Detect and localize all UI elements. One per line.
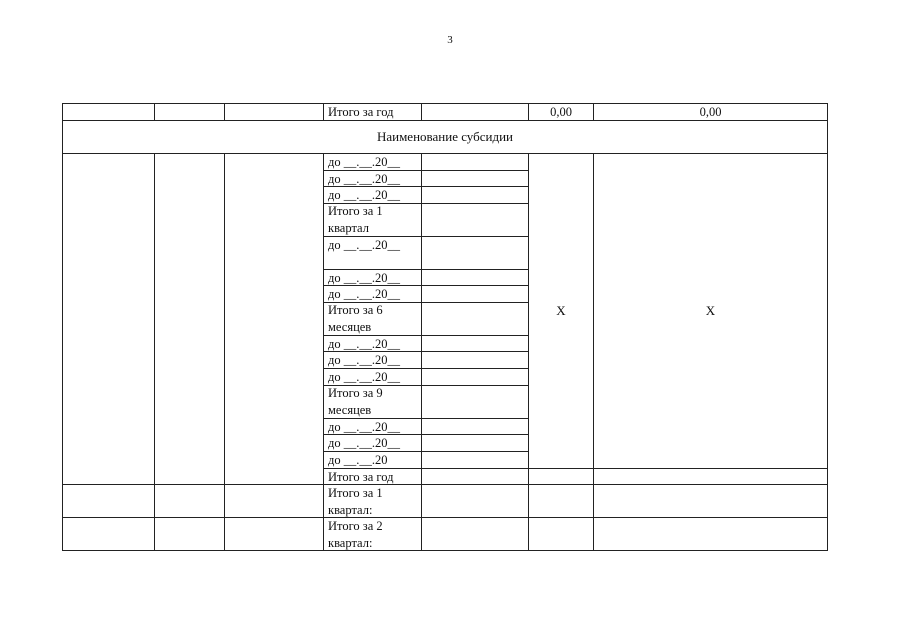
period-label: до __.__.20__ [328, 436, 400, 450]
top-total-value-2: 0,00 [699, 105, 722, 119]
mark-x: X [705, 303, 716, 318]
period-label: до __.__.20__ [328, 337, 400, 351]
period-label: до __.__.20__ [328, 172, 400, 186]
grid-line [62, 153, 63, 550]
grid-line [421, 103, 422, 120]
grid-line [62, 153, 828, 154]
period-label: до __.__.20__ [328, 155, 400, 169]
page-number: 3 [447, 34, 453, 46]
period-label: до __.__.20__ [328, 420, 400, 434]
period-label: до __.__.20__ [328, 287, 400, 301]
period-label: до __.__.20__ [328, 370, 400, 384]
grid-line [62, 517, 828, 518]
grid-line [323, 468, 827, 469]
bottom-total-q2: Итого за 2 квартал: [328, 519, 383, 550]
grid-line [224, 153, 225, 550]
period-label: до __.__.20__ [328, 271, 400, 285]
grid-line [62, 103, 63, 120]
grid-line [62, 120, 828, 121]
grid-line [154, 153, 155, 550]
bottom-total-q1: Итого за 1 квартал: [328, 486, 383, 517]
subsidy-header: Наименование субсидии [376, 129, 514, 144]
grid-line [62, 484, 828, 485]
grid-line [154, 103, 155, 120]
grid-line [323, 103, 324, 120]
top-total-label: Итого за год [328, 105, 394, 119]
period-label: до __.__.20 [328, 453, 388, 467]
period-label: до __.__.20__ [328, 353, 400, 367]
period-total-year: Итого за год [328, 470, 394, 484]
period-total-q1: Итого за 1 квартал [328, 204, 383, 235]
period-total-9m: Итого за 9 месяцев [328, 386, 383, 417]
grid-line [827, 153, 828, 550]
period-label: до __.__.20__ [328, 238, 400, 252]
period-label: до __.__.20__ [328, 188, 400, 202]
grid-line [593, 153, 594, 550]
grid-line [62, 550, 828, 551]
period-total-6m: Итого за 6 месяцев [328, 303, 383, 334]
grid-line [827, 103, 828, 120]
mark-x: X [556, 303, 566, 318]
grid-line [224, 103, 225, 120]
top-total-value-1: 0,00 [550, 105, 572, 119]
